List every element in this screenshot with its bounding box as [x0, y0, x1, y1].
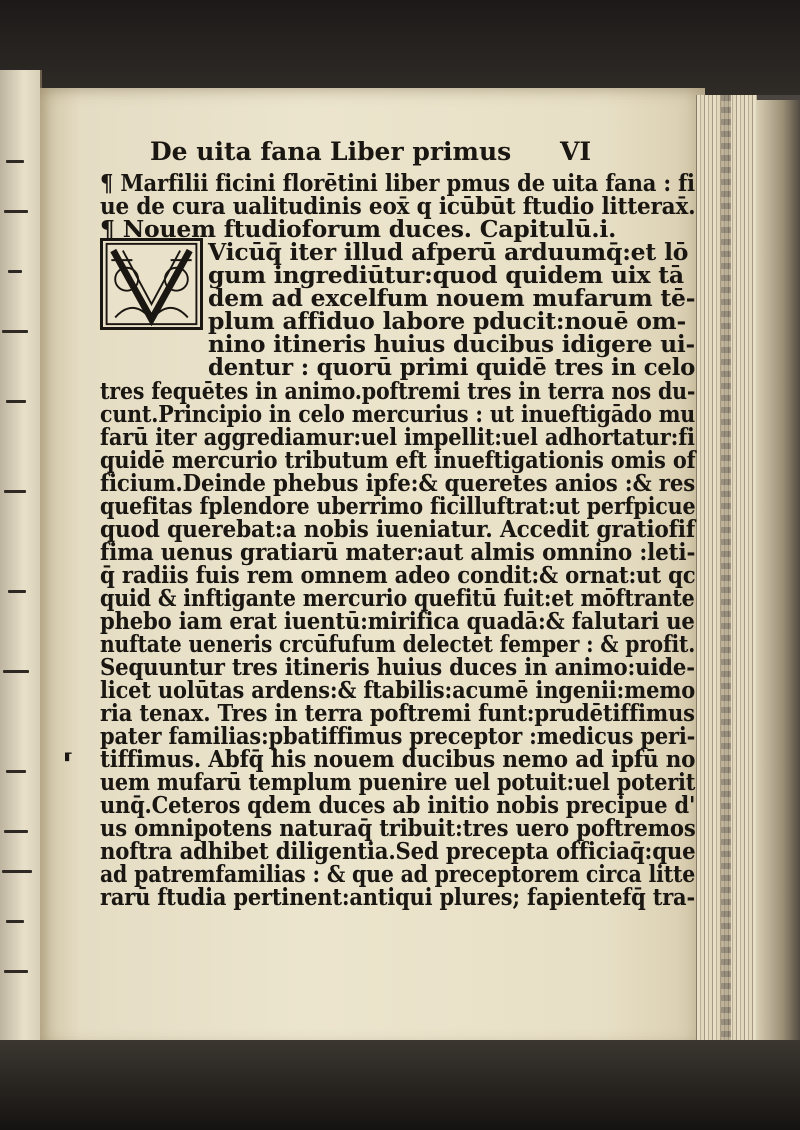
- text-line: nino itineris huius ducibus idigere ui-: [208, 330, 695, 358]
- text-line: quid & inftigante mercurio quefitū fuit:et mōftrante: [100, 584, 695, 612]
- left-page-edge: [0, 70, 42, 1060]
- text-line: ria tenax. Tres in terra poftremi funt:prudētiffimus: [100, 699, 695, 727]
- text-line: dentur : quorū primi quidē tres in celo: [208, 353, 696, 381]
- text-line: nuftate ueneris crcūfufum delectet femper : & profit.: [100, 630, 696, 658]
- running-header: [150, 137, 670, 167]
- text-line: quidē mercurio tributum eft inueftigationis omis of: [100, 446, 696, 474]
- text-line: tiffimus. Abfq̄ his nouem ducibus nemo ad ipfū no: [100, 745, 696, 773]
- text-line: ad patremfamilias : & que ad preceptorem circa litte: [100, 860, 696, 888]
- text-line: phebo iam erat iuentū:mirifica quadā:& falutari ue: [100, 607, 695, 635]
- text-line: unq̄.Ceteros qdem duces ab initio nobis precipue d': [100, 791, 696, 819]
- text-line: tres fequētes in animo.poftremi tres in terra nos du-: [100, 377, 696, 405]
- text-line: noftra adhibet diligentia.Sed precepta officiaq̄:que: [100, 837, 696, 865]
- text-line: quod querebat:a nobis iueniatur. Accedit gratiofif: [100, 515, 695, 543]
- marginal-bracket: ⸢: [62, 748, 74, 777]
- text-line: ficium.Deinde phebus ipfe:& queretes anios :& res: [100, 469, 696, 497]
- text-line: gum ingrediūtur:quod quidem uix tā: [208, 261, 684, 289]
- text-line: farū iter aggrediamur:uel impellit:uel adhortatur:fi: [100, 423, 695, 451]
- text-line: licet uolūtas ardens:& ftabilis:acumē ingenii:memo: [100, 676, 696, 704]
- text-line: rarū ftudia pertinent:antiqui plures; fapientefq̄ tra-: [100, 883, 695, 911]
- text-line: cunt.Principio in celo mercurius : ut inueftigādo mu: [100, 400, 696, 428]
- text-line: quefitas fplendore uberrimo ficilluftrat:ut perfpicue: [100, 492, 696, 520]
- right-page-edges: [696, 95, 757, 1055]
- text-line: ¶ Nouem ftudioforum duces. Capitulū.i.: [100, 215, 617, 243]
- text-line: Vicūq̄ iter illud afperū arduumq̄:et lō: [208, 238, 689, 266]
- header-book: Liber primus: [330, 137, 512, 166]
- text-line: Sequuntur tres itineris huius duces in animo:uide-: [100, 653, 695, 681]
- text-line: dem ad excelfum nouem mufarum tē-: [208, 284, 696, 312]
- text-line: q̄ radiis fuis rem omnem adeo condit:& ornat:ut qc: [100, 561, 696, 589]
- text-line: us omnipotens naturaq̄ tribuit:tres uero poftremos: [100, 814, 696, 842]
- header-title: De uita fana: [150, 137, 322, 166]
- text-line: plum affiduo labore pducit:nouē om-: [208, 307, 686, 335]
- text-line: ue de cura ualitudinis eox̄ q icūbūt ftudio litterax̄.: [100, 192, 696, 220]
- dark-background-bottom: [0, 1040, 800, 1130]
- text-line: ¶ Marfilii ficini florētini liber pmus de uita fana : fi: [100, 169, 695, 197]
- text-line: uem mufarū templum puenire uel potuit:uel poterit: [100, 768, 696, 796]
- woodcut-initial-v-icon: [100, 238, 203, 330]
- text-line: pater familias:pbatiffimus preceptor :medicus peri-: [100, 722, 696, 750]
- outer-page-stack: [756, 100, 800, 1050]
- dark-background-top: [0, 0, 800, 95]
- text-line: fima uenus gratiarū mater:aut almis omnino :leti-: [100, 538, 696, 566]
- header-folio: VI: [560, 137, 592, 166]
